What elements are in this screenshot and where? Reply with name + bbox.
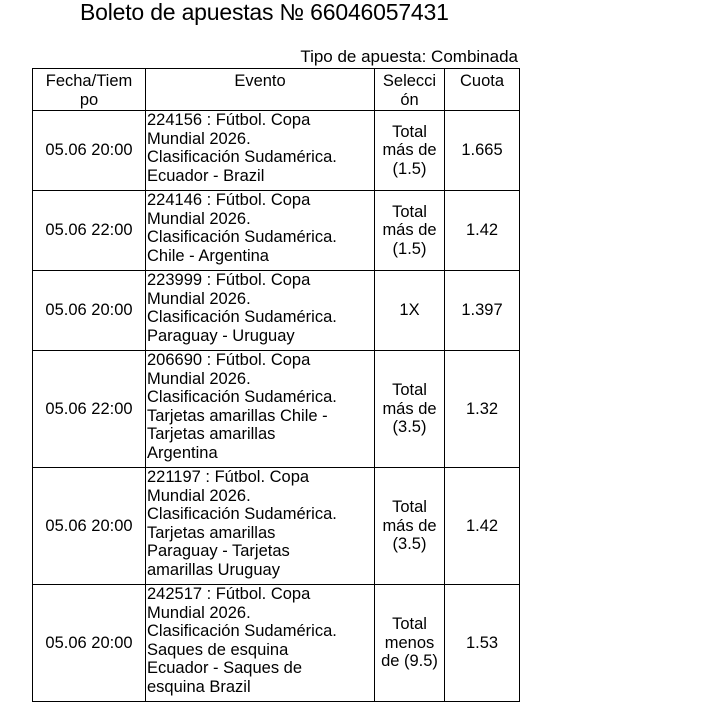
event-line: Mundial 2026. [147, 209, 251, 228]
event-line: Chile - Argentina [147, 246, 269, 265]
cell-odds: 1.32 [445, 351, 520, 468]
selection-line: más de [382, 221, 437, 240]
bet-type-label: Tipo de apuesta: Combinada [300, 47, 518, 66]
event-line: Tarjetas amarillas [147, 523, 276, 542]
table-header-row [33, 69, 520, 111]
selection-line: menos [384, 633, 435, 652]
event-line: 206690 : Fútbol. Copa [147, 351, 311, 369]
event-line: Mundial 2026. [147, 486, 251, 505]
cell-date: 05.06 20:00 [33, 271, 146, 351]
event-line: Mundial 2026. [147, 289, 251, 308]
selection-line: Total [392, 122, 427, 141]
ticket-title: Boleto de apuestas № 66046057431 [80, 0, 449, 25]
header-event [146, 69, 375, 111]
cell-selection [375, 585, 445, 702]
header-date-line-1: Fecha/Tiem [45, 72, 133, 90]
selection-line: (1.5) [392, 159, 427, 178]
event-line: Clasificación Sudamérica. [147, 388, 337, 406]
cell-odds: 1.42 [445, 468, 520, 585]
cell-event [146, 468, 375, 585]
selection-line: más de [382, 399, 437, 418]
event-line: Ecuador - Saques de [147, 659, 303, 677]
cell-odds: 1.53 [445, 585, 520, 702]
header-odds-line-1: Cuota [459, 72, 505, 90]
event-line: 224146 : Fútbol. Copa [147, 191, 311, 209]
cell-selection [375, 111, 445, 191]
table-row [33, 111, 520, 191]
header-odds [445, 69, 520, 111]
event-line: Clasificación Sudamérica. [147, 505, 337, 523]
selection-line: Total [392, 615, 427, 634]
cell-event [146, 191, 375, 271]
event-line: Mundial 2026. [147, 369, 251, 388]
selection-line: más de [382, 141, 437, 160]
bets-table [32, 68, 520, 702]
header-selection [375, 69, 445, 111]
event-line: Clasificación Sudamérica. [147, 228, 337, 246]
cell-date: 05.06 20:00 [33, 111, 146, 191]
table-row [33, 585, 520, 702]
table-body [33, 111, 520, 702]
event-line: amarillas Uruguay [147, 560, 280, 579]
selection-line: más de [382, 516, 437, 535]
event-line: Argentina [147, 443, 218, 462]
selection-line: (3.5) [392, 535, 427, 554]
header-selection-line-1: Selecci [382, 72, 437, 90]
table-row [33, 271, 520, 351]
cell-date: 05.06 22:00 [33, 191, 146, 271]
selection-line: de (9.5) [381, 652, 438, 671]
event-line: Mundial 2026. [147, 603, 251, 622]
event-line: Clasificación Sudamérica. [147, 308, 337, 326]
cell-date: 05.06 20:00 [33, 585, 146, 702]
event-line: Paraguay - Tarjetas [147, 542, 290, 560]
cell-selection [375, 191, 445, 271]
event-line: Mundial 2026. [147, 129, 251, 148]
cell-odds: 1.42 [445, 191, 520, 271]
event-line: esquina Brazil [147, 677, 251, 696]
event-line: Tarjetas amarillas [147, 425, 276, 443]
cell-event [146, 271, 375, 351]
header-event-line-1: Evento [234, 72, 286, 90]
event-line: Ecuador - Brazil [147, 166, 265, 185]
cell-selection [375, 351, 445, 468]
event-line: 223999 : Fútbol. Copa [147, 271, 311, 289]
header-selection-line-2: ón [400, 90, 419, 109]
selection-line: Total [392, 381, 427, 400]
cell-event [146, 585, 375, 702]
cell-event [146, 351, 375, 468]
cell-date: 05.06 20:00 [33, 468, 146, 585]
event-line: 224156 : Fútbol. Copa [147, 111, 311, 129]
header-date-line-2: po [79, 90, 99, 109]
table-row [33, 191, 520, 271]
event-line: Paraguay - Uruguay [147, 326, 295, 345]
event-line: Saques de esquina [147, 640, 289, 659]
selection-line: 1X [399, 301, 420, 320]
cell-odds: 1.665 [445, 111, 520, 191]
event-line: 242517 : Fútbol. Copa [147, 585, 311, 603]
cell-selection [375, 468, 445, 585]
header-date [33, 69, 146, 111]
event-line: Tarjetas amarillas Chile - [147, 406, 328, 425]
table-row [33, 351, 520, 468]
cell-date: 05.06 22:00 [33, 351, 146, 468]
cell-selection [375, 271, 445, 351]
event-line: Clasificación Sudamérica. [147, 148, 337, 166]
cell-odds: 1.397 [445, 271, 520, 351]
table-row [33, 468, 520, 585]
event-line: Clasificación Sudamérica. [147, 622, 337, 640]
event-line: 221197 : Fútbol. Copa [147, 468, 310, 486]
selection-line: (3.5) [392, 418, 427, 437]
selection-line: Total [392, 202, 427, 221]
cell-event [146, 111, 375, 191]
selection-line: (1.5) [392, 239, 427, 258]
selection-line: Total [392, 498, 427, 517]
